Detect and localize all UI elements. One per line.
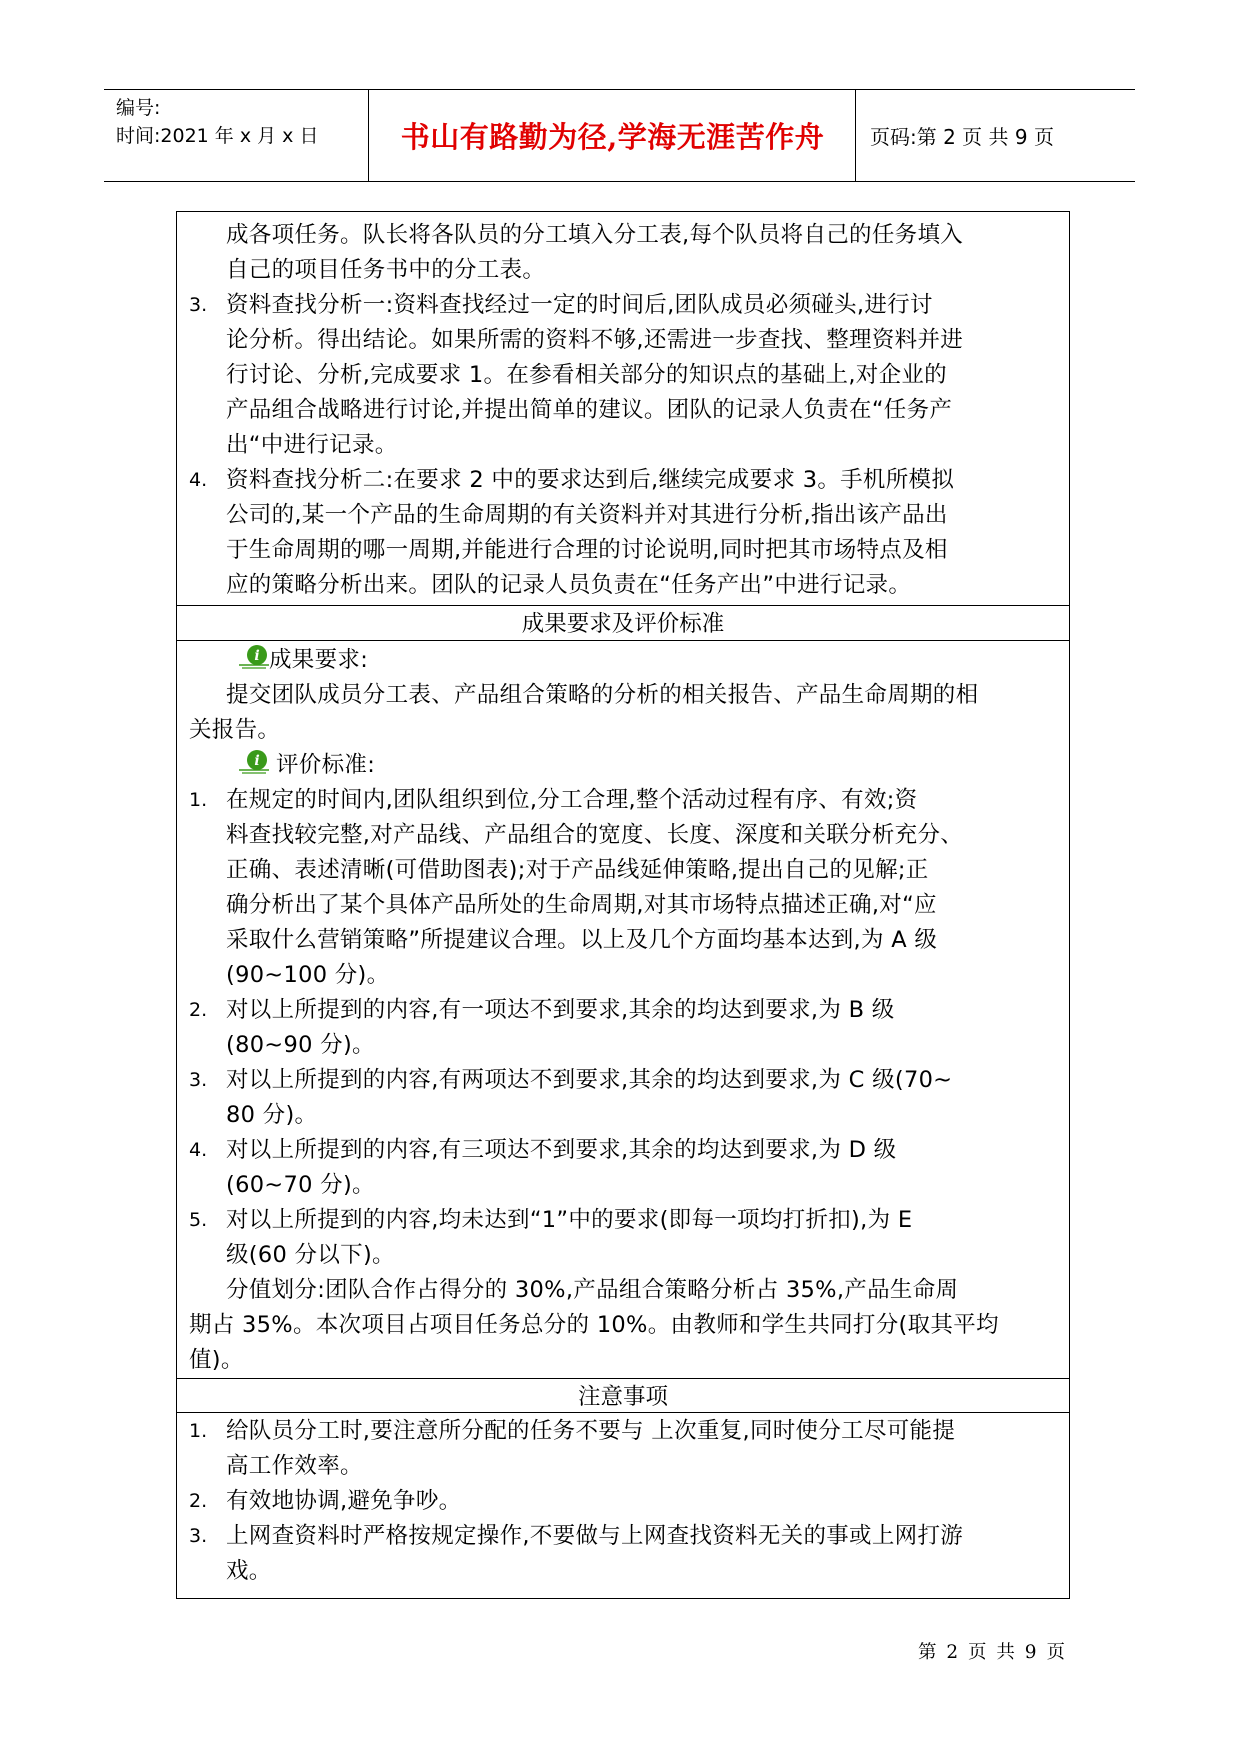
header-divider: [368, 90, 369, 181]
text-line: (60~70 分)。: [226, 1172, 375, 1198]
text-line: 在规定的时间内,团队组织到位,分工合理,整个活动过程有序、有效;资: [226, 787, 918, 813]
task-item-3: [226, 288, 963, 463]
text-line: 对以上所提到的内容,有两项达不到要求,其余的均达到要求,为 C 级(70~: [226, 1067, 953, 1093]
row-divider: [177, 605, 1069, 606]
text-line: 有效地协调,避免争吵。: [226, 1488, 462, 1514]
page-footer: 第 2 页 共 9 页: [918, 1642, 1067, 1663]
text-line: 对以上所提到的内容,均未达到“1”中的要求(即每一项均打折扣),为 E: [226, 1207, 913, 1233]
requirement-label: 成果要求:: [269, 647, 369, 673]
doc-time-label: 时间:2021 年 x 月 x 日: [116, 125, 319, 147]
text-line: 出“中进行记录。: [226, 432, 398, 458]
text-line: 正确、表述清晰(可借助图表);对于产品线延伸策略,提出自己的见解;正: [226, 857, 929, 883]
text-line: 期占 35%。本次项目占项目任务总分的 10%。由教师和学生共同打分(取其平均: [189, 1312, 999, 1338]
list-number: 1.: [189, 789, 208, 811]
text-line: 行讨论、分析,完成要求 1。在参看相关部分的知识点的基础上,对企业的: [226, 362, 947, 388]
results-section-title: 成果要求及评价标准: [521, 611, 725, 637]
page-header: [104, 89, 1135, 182]
text-line: 分值划分:团队合作占得分的 30%,产品组合策略分析占 35%,产品生命周: [226, 1277, 959, 1303]
text-line: 给队员分工时,要注意所分配的任务不要与 上次重复,同时使分工尽可能提: [226, 1418, 956, 1444]
text-line: 关报告。: [189, 717, 281, 743]
task-item-2-continued: [226, 218, 963, 288]
list-number: 3.: [189, 294, 208, 316]
row-divider: [177, 1378, 1069, 1379]
text-line: 值)。: [189, 1347, 244, 1373]
text-line: 提交团队成员分工表、产品组合策略的分析的相关报告、产品生命周期的相: [226, 682, 979, 708]
svg-text:i: i: [254, 648, 260, 664]
list-number: 2.: [189, 1490, 208, 1512]
content-table: [176, 211, 1070, 1599]
list-number: 3.: [189, 1069, 208, 1091]
note-item-2: [226, 1484, 461, 1519]
doc-number-label: 编号:: [116, 97, 161, 119]
evaluation-item-1: [226, 783, 963, 993]
text-line: 资料查找分析二:在要求 2 中的要求达到后,继续完成要求 3。手机所模拟: [226, 467, 955, 493]
score-distribution-text: [189, 1273, 999, 1378]
list-number: 2.: [189, 999, 208, 1021]
text-line: 资料查找分析一:资料查找经过一定的时间后,团队成员必须碰头,进行讨: [226, 292, 933, 318]
text-line: 级(60 分以下)。: [226, 1242, 395, 1268]
text-line: 高工作效率。: [226, 1453, 363, 1479]
evaluation-label: 评价标准:: [276, 752, 376, 778]
text-line: 对以上所提到的内容,有三项达不到要求,其余的均达到要求,为 D 级: [226, 1137, 897, 1163]
task-item-4: [226, 463, 954, 603]
text-line: 公司的,某一个产品的生命周期的有关资料并对其进行分析,指出该产品出: [226, 502, 948, 528]
note-item-3: [226, 1519, 963, 1589]
list-number: 3.: [189, 1525, 208, 1547]
header-meta: [116, 94, 318, 150]
text-line: 应的策略分析出来。团队的记录人员负责在“任务产出”中进行记录。: [226, 572, 912, 598]
info-icon: [237, 644, 271, 670]
header-motto: 书山有路勤为径,学海无涯苦作舟: [400, 120, 825, 154]
text-line: (90~100 分)。: [226, 962, 390, 988]
text-line: 料查找较完整,对产品线、产品组合的宽度、长度、深度和关联分析充分、: [226, 822, 964, 848]
text-line: 上网查资料时严格按规定操作,不要做与上网查找资料无关的事或上网打游: [226, 1523, 964, 1549]
info-icon: [237, 749, 271, 775]
svg-text:i: i: [254, 753, 260, 769]
header-page-number: 页码:第 2 页 共 9 页: [870, 125, 1054, 149]
text-line: 确分析出了某个具体产品所处的生命周期,对其市场特点描述正确,对“应: [226, 892, 937, 918]
evaluation-item-2: [226, 993, 895, 1063]
list-number: 4.: [189, 1139, 208, 1161]
header-divider: [855, 90, 856, 181]
note-item-1: [226, 1414, 955, 1484]
text-line: 自己的项目任务书中的分工表。: [226, 257, 546, 283]
text-line: 采取什么营销策略”所提建议合理。以上及几个方面均基本达到,为 A 级: [226, 927, 938, 953]
requirement-text: [189, 678, 978, 748]
text-line: 对以上所提到的内容,有一项达不到要求,其余的均达到要求,为 B 级: [226, 997, 895, 1023]
evaluation-item-3: [226, 1063, 952, 1133]
text-line: (80~90 分)。: [226, 1032, 375, 1058]
text-line: 成各项任务。队长将各队员的分工填入分工表,每个队员将自己的任务填入: [226, 222, 964, 248]
text-line: 产品组合战略进行讨论,并提出简单的建议。团队的记录人负责在“任务产: [226, 397, 953, 423]
list-number: 4.: [189, 469, 208, 491]
notes-section-title: 注意事项: [577, 1384, 668, 1410]
text-line: 于生命周期的哪一周期,并能进行合理的讨论说明,同时把其市场特点及相: [226, 537, 948, 563]
row-divider: [177, 1412, 1069, 1413]
text-line: 戏。: [226, 1558, 272, 1584]
evaluation-item-5: [226, 1203, 912, 1273]
list-number: 1.: [189, 1420, 208, 1442]
list-number: 5.: [189, 1209, 208, 1231]
evaluation-item-4: [226, 1133, 897, 1203]
text-line: 80 分)。: [226, 1102, 318, 1128]
row-divider: [177, 640, 1069, 641]
text-line: 论分析。得出结论。如果所需的资料不够,还需进一步查找、整理资料并进: [226, 327, 964, 353]
